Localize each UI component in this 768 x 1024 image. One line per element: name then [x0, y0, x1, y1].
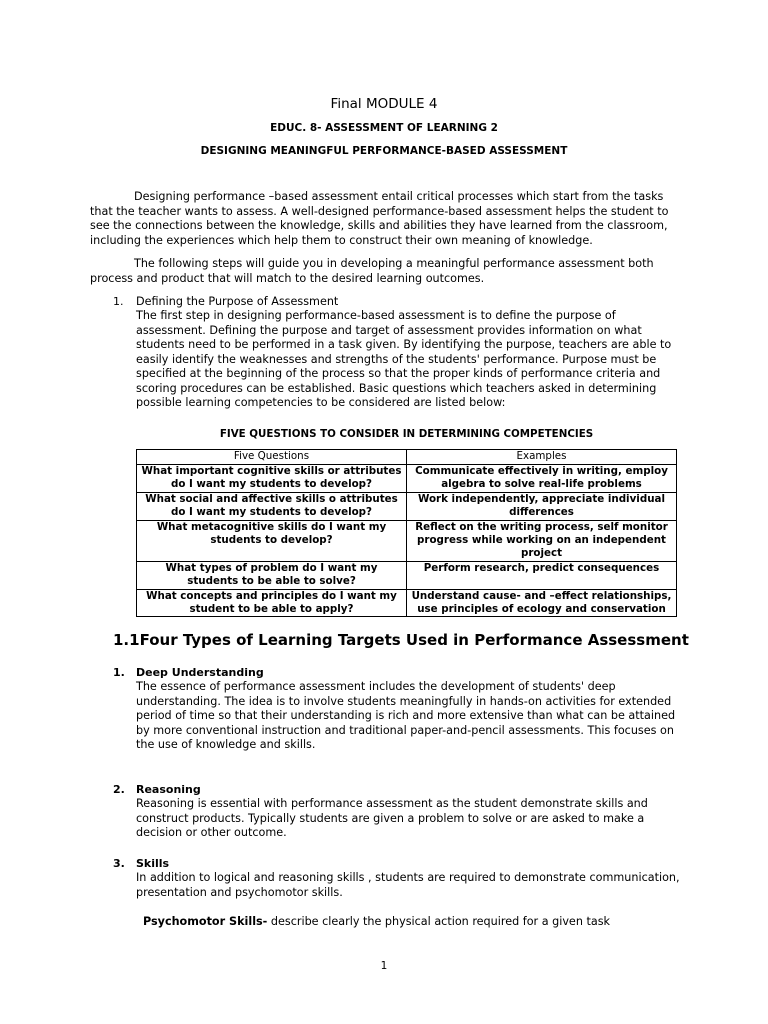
target-2-body: Reasoning is essential with performance assessment as the student demonstrate skills and construct products. Typically students are given a problem to solve or are asked to make a decision or other outcome.: [136, 797, 648, 839]
table-row: [137, 465, 677, 493]
example-cell: Work independently, appreciate individual differences: [407, 492, 677, 520]
question-cell: What metacognitive skills do I want my students to develop?: [137, 520, 407, 561]
target-3-number: 3.: [113, 857, 125, 870]
column-header-questions: Five Questions: [137, 450, 407, 465]
question-cell: What types of problem do I want my students to be able to solve?: [137, 561, 407, 589]
competencies-table: [136, 449, 677, 617]
psychomotor-line: [143, 915, 610, 928]
step-1-body: The first step in designing performance-based assessment is to define the purpose of assessment. Defining the purpose and target of assessment provides information on what students need to be performed in a task given. By identifying the purpose, teachers are able to easily identify the weaknesses and strengths of the students' performance. Purpose must be specified at the beginning of the process so that the proper kinds of performance criteria and scoring procedures can be established. Basic questions which teachers asked in determining possible learning competencies to be considered are listed below:: [136, 309, 672, 409]
target-3-title: Skills: [136, 857, 170, 870]
table-caption: FIVE QUESTIONS TO CONSIDER IN DETERMINING COMPETENCIES: [219, 428, 594, 440]
target-2-title: Reasoning: [136, 783, 201, 796]
course-title: EDUC. 8- ASSESSMENT OF LEARNING 2: [270, 122, 498, 134]
table-row: [137, 589, 677, 617]
section-heading: 1.1Four Types of Learning Targets Used in Performance Assessment: [113, 631, 689, 649]
target-1-title: Deep Understanding: [136, 666, 264, 679]
table-row: [137, 520, 677, 561]
example-cell: Understand cause- and –effect relationships, use principles of ecology and conservation: [407, 589, 677, 617]
table-row: [137, 492, 677, 520]
question-cell: What concepts and principles do I want my student to be able to apply?: [137, 589, 407, 617]
question-cell: What important cognitive skills or attributes do I want my students to develop?: [137, 465, 407, 493]
target-3-body: In addition to logical and reasoning skills , students are required to demonstrate communication, presentation and psychomotor skills.: [136, 871, 680, 899]
intro-paragraph-2: The following steps will guide you in developing a meaningful performance assessment both process and product that will match to the desired learning outcomes.: [90, 257, 654, 285]
topic-title: DESIGNING MEANINGFUL PERFORMANCE-BASED ASSESSMENT: [200, 145, 568, 157]
example-cell: Communicate effectively in writing, employ algebra to solve real-life problems: [407, 465, 677, 493]
psychomotor-label: Psychomotor Skills-: [143, 915, 268, 928]
module-title: Final MODULE 4: [330, 96, 438, 112]
column-header-examples: Examples: [407, 450, 677, 465]
step-1-number: 1.: [113, 295, 124, 308]
target-1-body: The essence of performance assessment includes the development of students' deep understanding. The idea is to involve students meaningfully in hands-on activities for extended period of time so that their understanding is rich and more extensive than what can be attained by more conventional instruction and traditional paper-and-pencil assessments. This focuses on the use of knowledge and skills.: [136, 680, 676, 751]
step-1-title: Defining the Purpose of Assessment: [136, 295, 339, 308]
table-header-row: [137, 450, 677, 465]
page-number: 1: [380, 960, 388, 972]
target-2-number: 2.: [113, 783, 125, 796]
psychomotor-text: describe clearly the physical action required for a given task: [267, 915, 611, 928]
example-cell: Perform research, predict consequences: [407, 561, 677, 589]
target-1-number: 1.: [113, 666, 125, 679]
intro-paragraph-1: Designing performance –based assessment entail critical processes which start from the tasks that the teacher wants to assess. A well-designed performance-based assessment helps the student to see the connections between the knowledge, skills and abilities they have learned from the classroom, including the experiences which help them to construct their own meaning of knowledge.: [90, 190, 669, 247]
example-cell: Reflect on the writing process, self monitor progress while working on an independent project: [407, 520, 677, 561]
table-row: [137, 561, 677, 589]
question-cell: What social and affective skills o attributes do I want my students to develop?: [137, 492, 407, 520]
